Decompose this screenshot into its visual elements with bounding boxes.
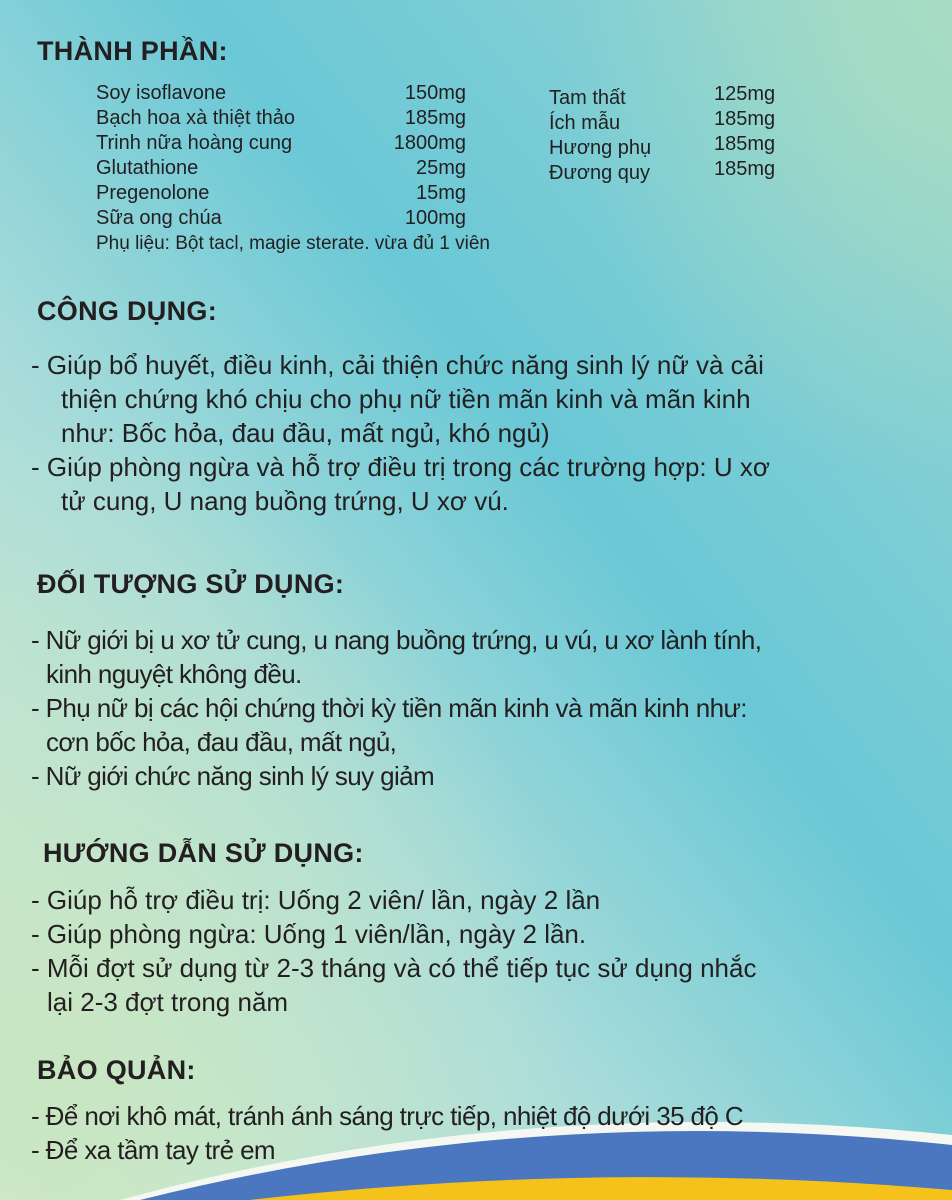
ingredient-amount: 1800mg bbox=[393, 132, 466, 154]
ingredient-amount: 185mg bbox=[714, 158, 776, 180]
ingredient-name: Trinh nữa hoàng cung bbox=[96, 132, 293, 154]
ingredient-name: Đương quy bbox=[549, 162, 650, 184]
ingredient-name: Sữa ong chúa bbox=[96, 207, 222, 229]
ingredient-amount: 150mg bbox=[404, 82, 466, 104]
directions-line: - Giúp hỗ trợ điều trị: Uống 2 viên/ lần, ngày 2 lần bbox=[31, 885, 601, 915]
ingredient-amount: 185mg bbox=[714, 133, 776, 155]
storage-heading: BẢO QUẢN: bbox=[37, 1055, 196, 1085]
ingredient-amount: 125mg bbox=[714, 83, 776, 105]
storage-line: - Để nơi khô mát, tránh ánh sáng trực tiếp, nhiệt độ dưới 35 độ C bbox=[31, 1101, 744, 1131]
ingredient-amount: 25mg bbox=[415, 157, 466, 179]
users-heading: ĐỐI TƯỢNG SỬ DỤNG: bbox=[37, 569, 345, 599]
ingredient-name: Pregenolone bbox=[96, 182, 210, 204]
users-line: - Nữ giới bị u xơ tử cung, u nang buồng trứng, u vú, u xơ lành tính, bbox=[31, 625, 762, 655]
ingredient-amount: 185mg bbox=[404, 107, 466, 129]
uses-line: - Giúp phòng ngừa và hỗ trợ điều trị trong các trường hợp: U xơ bbox=[31, 452, 770, 482]
ingredients-heading: THÀNH PHẦN: bbox=[37, 36, 228, 66]
excipients-note: Phụ liệu: Bột tacl, magie sterate. vừa đủ 1 viên bbox=[96, 233, 490, 254]
users-line: - Nữ giới chức năng sinh lý suy giảm bbox=[31, 761, 435, 791]
uses-line: như: Bốc hỏa, đau đầu, mất ngủ, khó ngủ) bbox=[61, 418, 550, 448]
users-line: kinh nguyệt không đều. bbox=[46, 659, 302, 689]
directions-line: - Giúp phòng ngừa: Uống 1 viên/lần, ngày 2 lần. bbox=[31, 919, 587, 949]
users-line: - Phụ nữ bị các hội chứng thời kỳ tiền mãn kinh và mãn kinh như: bbox=[31, 693, 747, 723]
ingredient-amount: 185mg bbox=[714, 108, 776, 130]
ingredient-name: Tam thất bbox=[549, 87, 626, 109]
uses-heading: CÔNG DỤNG: bbox=[37, 296, 217, 326]
directions-line: lại 2-3 đợt trong năm bbox=[47, 987, 289, 1017]
uses-line: tử cung, U nang buồng trứng, U xơ vú. bbox=[61, 486, 509, 516]
users-line: cơn bốc hỏa, đau đầu, mất ngủ, bbox=[46, 727, 397, 757]
ingredient-name: Glutathione bbox=[96, 157, 199, 179]
storage-line: - Để xa tầm tay trẻ em bbox=[31, 1135, 275, 1165]
uses-line: - Giúp bổ huyết, điều kinh, cải thiện chức năng sinh lý nữ và cải bbox=[31, 350, 764, 380]
ingredient-name: Hương phụ bbox=[549, 137, 652, 159]
ingredient-name: Bạch hoa xà thiệt thảo bbox=[96, 107, 296, 129]
directions-heading: HƯỚNG DẪN SỬ DỤNG: bbox=[43, 838, 364, 868]
uses-line: thiện chứng khó chịu cho phụ nữ tiền mãn kinh và mãn kinh bbox=[61, 384, 751, 414]
ingredient-amount: 15mg bbox=[415, 182, 466, 204]
directions-line: - Mỗi đợt sử dụng từ 2-3 tháng và có thể tiếp tục sử dụng nhắc bbox=[31, 953, 757, 983]
ingredient-name: Ích mẫu bbox=[549, 112, 621, 134]
ingredient-amount: 100mg bbox=[404, 207, 466, 229]
ingredient-name: Soy isoflavone bbox=[96, 82, 227, 104]
